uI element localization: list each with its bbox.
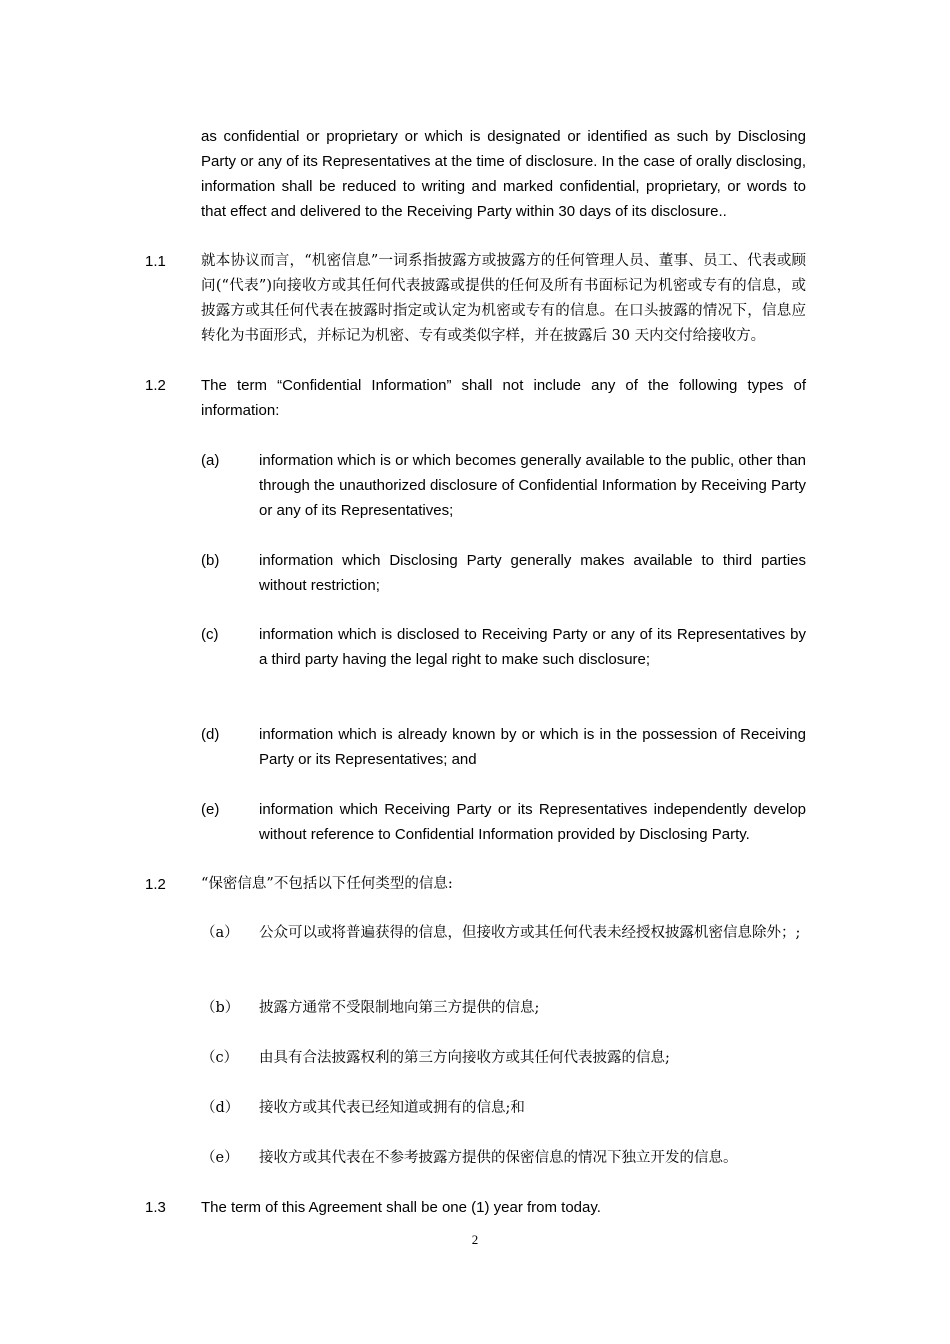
- list-item-label: (c): [201, 626, 219, 643]
- list-item-label: （e）: [201, 1150, 239, 1166]
- list-item-text: information which is or which becomes generally available to the public, other than through the unauthorized disclosure of Confidential Information by Receiving Party or any of its Representatives;: [259, 452, 806, 519]
- clause-number-1-2-en: 1.2: [145, 377, 166, 394]
- clause-1-3-en-text: The term of this Agreement shall be one (1) year from today.: [201, 1199, 601, 1216]
- list-item-text: information which Receiving Party or its Representatives independently develop without reference to Confidential Information provided by Disclosing Party.: [259, 801, 806, 843]
- list-item-label: （c）: [201, 1050, 239, 1066]
- list-item-text: information which is disclosed to Receiving Party or any of its Representatives by a third party having the legal right to make such disclosure;: [259, 626, 806, 668]
- list-item-text: 由具有合法披露权利的第三方向接收方或其任何代表披露的信息;: [259, 1050, 670, 1066]
- clause-number-1-3: 1.3: [145, 1199, 166, 1216]
- list-item-label: (d): [201, 726, 220, 743]
- list-item-text: 接收方或其代表已经知道或拥有的信息;和: [259, 1100, 525, 1116]
- page-number: 2: [471, 1232, 479, 1247]
- list-item-label: （d）: [201, 1100, 240, 1116]
- list-item-label: (a): [201, 452, 220, 469]
- clause-number-1-2-zh: 1.2: [145, 876, 166, 893]
- list-item-label: (b): [201, 552, 220, 569]
- list-item-text: information which is already known by or which is in the possession of Receiving Party or its Representatives; and: [259, 726, 806, 768]
- list-item-text: information which Disclosing Party generally makes available to third parties without restriction;: [259, 552, 806, 594]
- clause-number-1-1: 1.1: [145, 253, 166, 270]
- list-item-label: （b）: [201, 1000, 240, 1016]
- list-item-label: (e): [201, 801, 220, 818]
- list-item-text: 披露方通常不受限制地向第三方提供的信息;: [259, 1000, 540, 1016]
- list-item-text: 公众可以或将普遍获得的信息，但接收方或其任何代表未经授权披露机密信息除外；;: [259, 925, 801, 941]
- clause-1-1-zh-text: 就本协议而言，“机密信息”一词系指披露方或披露方的任何管理人员、董事、员工、代表或顾问(“代表”)向接收方或其任何代表披露或提供的任何及所有书面标记为机密或专有的信息，或披露方或其任何代表在披露时指定或认定为机密或专有的信息。在口头披露的情况下，信息应转化为书面形式，并标记为机密、专有或类似字样，并在披露后 30 天内交付给接收方。: [201, 253, 806, 344]
- clause-1-2-zh-text: “保密信息”不包括以下任何类型的信息:: [201, 876, 453, 892]
- list-item-label: （a）: [201, 925, 239, 941]
- clause-1-2-en-text: The term “Confidential Information” shall not include any of the following types of information:: [201, 377, 806, 419]
- continuation-paragraph: as confidential or proprietary or which is designated or identified as such by Disclosing Party or any of its Representatives at the time of disclosure. In the case of orally disclosing, information shall be reduced to writing and marked confidential, proprietary, or words to that effect and delivered to the Receiving Party within 30 days of its disclosure..: [201, 128, 806, 220]
- list-item-text: 接收方或其代表在不参考披露方提供的保密信息的情况下独立开发的信息。: [259, 1150, 738, 1166]
